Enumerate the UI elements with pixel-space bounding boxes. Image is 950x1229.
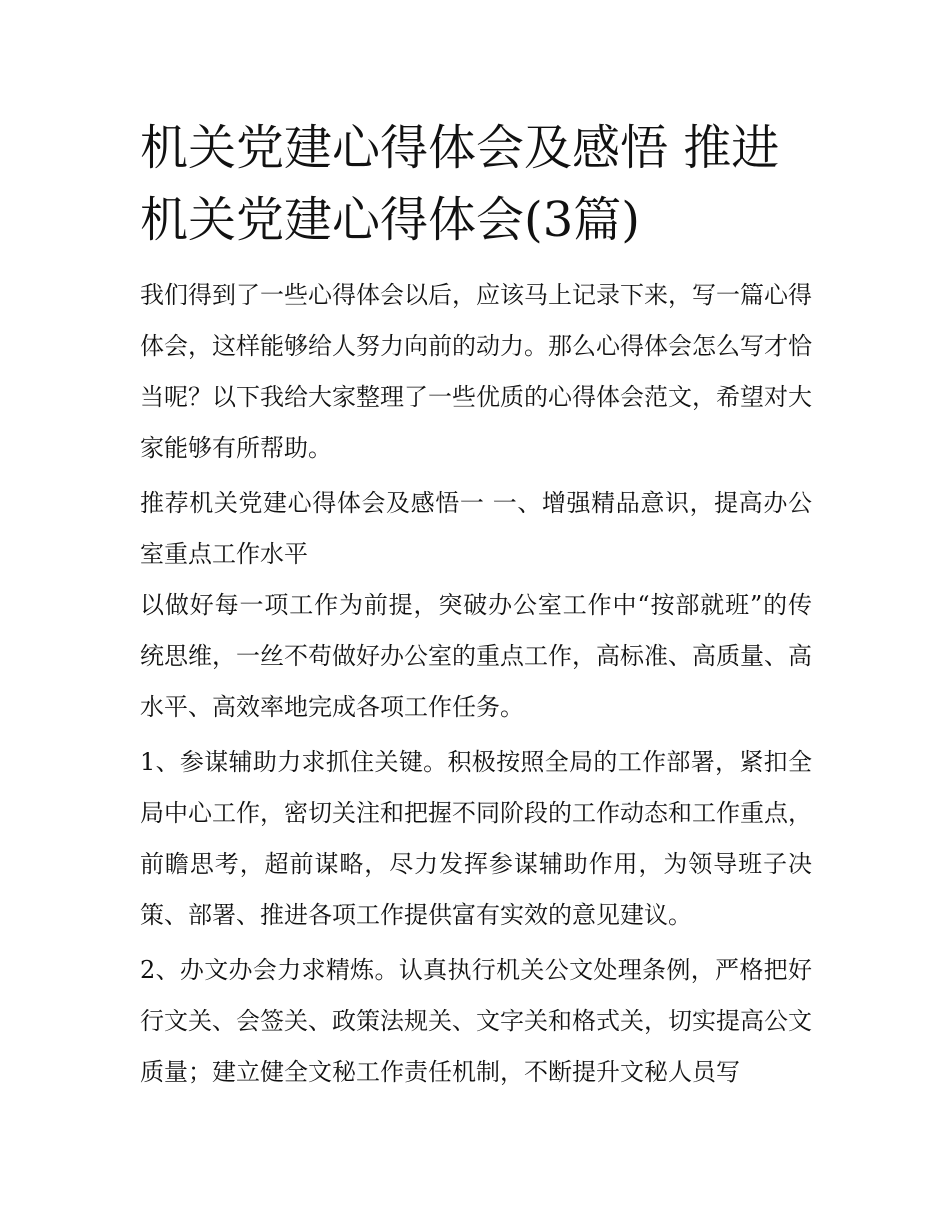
paragraph-intro: 我们得到了一些心得体会以后，应该马上记录下来，写一篇心得体会，这样能够给人努力向前的动力。那么心得体会怎么写才恰当呢？以下我给大家整理了一些优质的心得体会范文，希望对大家能够有所帮助。	[140, 281, 812, 462]
paragraph-body-1: 以做好每一项工作为前提，突破办公室工作中“按部就班”的传统思维，一丝不苟做好办公室的重点工作，高标准、高质量、高水平、高效率地完成各项工作任务。	[140, 591, 812, 721]
document-title: 机关党建心得体会及感悟 推进机关党建心得体会(3篇)	[140, 120, 780, 248]
paragraph-section-heading: 推荐机关党建心得体会及感悟一 一、增强精品意识，提高办公室重点工作水平	[140, 489, 812, 568]
paragraph-item-2: 2、办文办会力求精炼。认真执行机关公文处理条例，严格把好行文关、会签关、政策法规关、文字关和格式关，切实提高公文质量；建立健全文秘工作责任机制，不断提升文秘人员写	[140, 956, 812, 1086]
document-page	[140, 112, 812, 1102]
paragraph-item-1: 1、参谋辅助力求抓住关键。积极按照全局的工作部署，紧扣全局中心工作，密切关注和把握不同阶段的工作动态和工作重点，前瞻思考，超前谋略，尽力发挥参谋辅助作用，为领导班子决策、部署、推进各项工作提供富有实效的意见建议。	[140, 748, 812, 929]
